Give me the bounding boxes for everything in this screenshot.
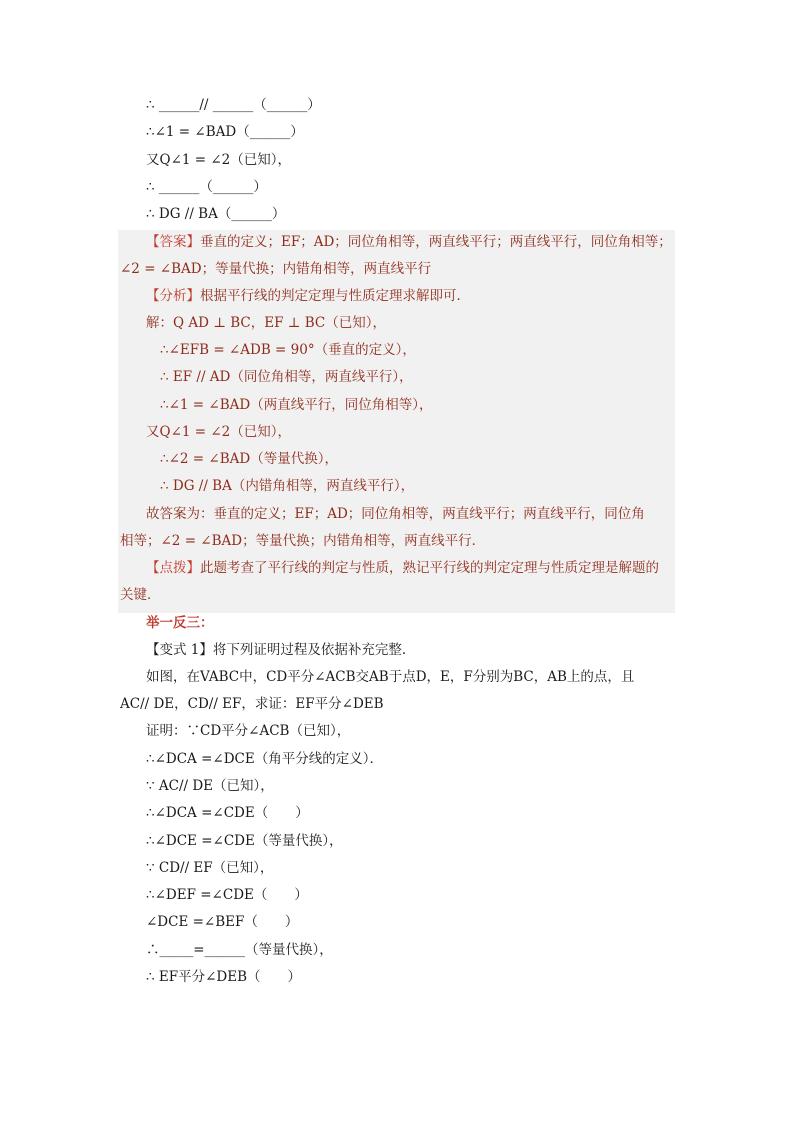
proof-line-5: ∴∠DCE =∠CDE（等量代换）， (146, 833, 343, 849)
solution-line-6: ∴∠2 = ∠BAD（等量代换）， (160, 451, 338, 467)
answer-line-1 (146, 233, 672, 251)
answer-line-2: ∠2 = ∠BAD；等量代换；内错角相等，两直线平行 (120, 261, 432, 277)
solution-line-7: ∴ DG // BA（内错角相等，两直线平行）， (160, 478, 415, 494)
final-answer-line-1: 故答案为：垂直的定义；EF；AD；同位角相等，两直线平行；两直线平行，同位角 (146, 506, 645, 522)
tip-line-1 (146, 559, 659, 577)
proof-line-7: ∴∠DEF =∠CDE（ ） (146, 887, 308, 903)
answer-tag: 【答案】 (146, 234, 200, 250)
variant-tag: 【变式 1】 (146, 642, 213, 658)
solution-line-1: 解：Q AD ⊥ BC，EF ⊥ BC（已知）， (146, 315, 386, 331)
tip-text-1: 此题考查了平行线的判定与性质，熟记平行线的判定定理与性质定理是解题的 (200, 560, 659, 576)
analysis-line (146, 287, 470, 305)
fill-line-1: ∴ ______// ______（______） (146, 97, 321, 113)
fill-line-3: 又Q∠1 = ∠2（已知）， (146, 152, 292, 168)
variant-text: 将下列证明过程及依据补充完整． (212, 642, 416, 658)
analysis-tag: 【分析】 (146, 288, 200, 304)
answer-text-1: 垂直的定义；EF；AD；同位角相等，两直线平行；两直线平行，同位角相等； (200, 234, 672, 250)
tip-tag: 【点拨】 (146, 560, 200, 576)
proof-line-6: ∵ CD// EF（已知）， (146, 860, 274, 876)
proof-line-8: ∠DCE =∠BEF（ ） (146, 914, 299, 930)
fill-line-2: ∴∠1 = ∠BAD（______） (146, 124, 304, 140)
final-answer-line-2: 相等；∠2 = ∠BAD；等量代换；内错角相等，两直线平行． (120, 533, 486, 549)
solution-line-5: 又Q∠1 = ∠2（已知）， (146, 424, 292, 440)
solution-line-2: ∴∠EFB = ∠ADB = 90°（垂直的定义）， (160, 342, 416, 358)
solution-line-3: ∴ EF // AD（同位角相等，两直线平行）， (160, 369, 413, 385)
proof-line-4: ∴∠DCA =∠CDE（ ） (146, 805, 309, 821)
proof-line-2: ∴∠DCA =∠DCE（角平分线的定义）． (146, 751, 383, 767)
variant-problem-line-1: 如图，在VABC中，CD平分∠ACB交AB于点D，E，F分别为BC，AB上的点，且 (146, 669, 635, 685)
proof-line-1: 证明：∵CD平分∠ACB（已知）， (146, 723, 351, 739)
variant-title-line (146, 641, 415, 659)
solution-line-4: ∴∠1 = ∠BAD（两直线平行，同位角相等）， (160, 397, 433, 413)
tip-line-2: 关键． (120, 587, 161, 603)
fill-line-4: ∴ ______（______） (146, 179, 267, 195)
analysis-text: 根据平行线的判定定理与性质定理求解即可． (200, 288, 470, 304)
proof-line-10: ∴ EF平分∠DEB（ ） (146, 969, 302, 985)
variant-problem-line-2: AC// DE，CD// EF，求证：EF平分∠DEB (120, 696, 384, 712)
practice-heading: 举一反三： (146, 615, 214, 631)
fill-line-5: ∴ DG // BA（______） (146, 206, 286, 222)
proof-line-3: ∵ AC// DE（已知）， (146, 778, 274, 794)
proof-line-9: ∴_____=______（等量代换）， (146, 942, 333, 958)
